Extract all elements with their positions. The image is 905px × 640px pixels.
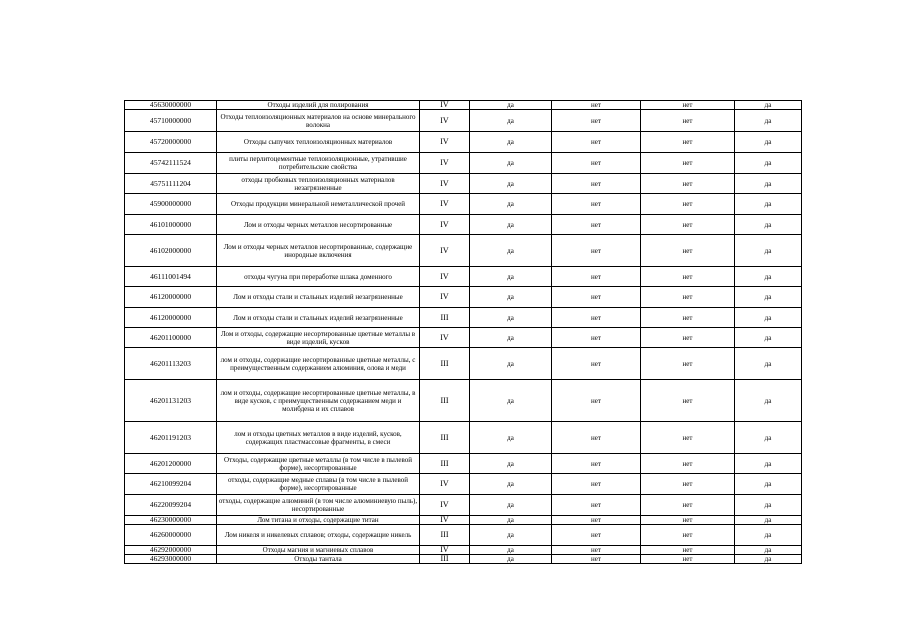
waste-name-cell: лом и отходы цветных металлов в виде изделий, кусков, содержащих пластмассовые фрагменты, в смеси <box>217 422 420 454</box>
col5-value-cell: нет <box>552 516 641 525</box>
table-row <box>125 153 802 174</box>
waste-name-cell: Лом и отходы стали и стальных изделий незагрязненные <box>217 308 420 328</box>
col4-value-cell: да <box>470 328 552 348</box>
hazard-class-cell: III <box>420 454 470 474</box>
col6-value-cell: нет <box>641 308 735 328</box>
col4-value-cell: да <box>470 215 552 235</box>
hazard-class-cell: IV <box>420 516 470 525</box>
col6-value-cell: нет <box>641 422 735 454</box>
waste-name-cell: отходы пробковых теплоизоляционных материалов незагрязненные <box>217 174 420 194</box>
col4-value-cell: да <box>470 555 552 564</box>
col6-value-cell: нет <box>641 194 735 215</box>
waste-name-cell: Лом и отходы стали и стальных изделий незагрязненные <box>217 287 420 308</box>
col5-value-cell: нет <box>552 101 641 110</box>
hazard-class-cell: III <box>420 348 470 380</box>
col4-value-cell: да <box>470 516 552 525</box>
col5-value-cell: нет <box>552 380 641 422</box>
table-row <box>125 267 802 287</box>
waste-code-cell: 46201100000 <box>125 328 217 348</box>
waste-code-cell: 46201191203 <box>125 422 217 454</box>
col4-value-cell: да <box>470 153 552 174</box>
col7-value-cell: да <box>735 174 802 194</box>
col6-value-cell: нет <box>641 153 735 174</box>
table-row <box>125 101 802 110</box>
hazard-class-cell: IV <box>420 495 470 516</box>
waste-code-cell: 46120000000 <box>125 308 217 328</box>
col4-value-cell: да <box>470 194 552 215</box>
waste-name-cell: Отходы тантала <box>217 555 420 564</box>
col7-value-cell: да <box>735 546 802 555</box>
table-row <box>125 495 802 516</box>
waste-name-cell: плиты перлитоцементные теплоизоляционные, утратившие потребительские свойства <box>217 153 420 174</box>
col5-value-cell: нет <box>552 328 641 348</box>
col7-value-cell: да <box>735 525 802 546</box>
col5-value-cell: нет <box>552 132 641 153</box>
table-row <box>125 555 802 564</box>
hazard-class-cell: IV <box>420 101 470 110</box>
waste-name-cell: Отходы теплоизоляционных материалов на основе минерального волокна <box>217 110 420 132</box>
col7-value-cell: да <box>735 308 802 328</box>
col7-value-cell: да <box>735 555 802 564</box>
col7-value-cell: да <box>735 132 802 153</box>
col4-value-cell: да <box>470 454 552 474</box>
hazard-class-cell: III <box>420 525 470 546</box>
waste-classification-table <box>124 100 802 564</box>
waste-code-cell: 46201200000 <box>125 454 217 474</box>
waste-code-cell: 46120000000 <box>125 287 217 308</box>
hazard-class-cell: IV <box>420 235 470 267</box>
hazard-class-cell: IV <box>420 267 470 287</box>
waste-code-cell: 45720000000 <box>125 132 217 153</box>
waste-code-cell: 45751111204 <box>125 174 217 194</box>
waste-name-cell: отходы, содержащие алюминий (в том числе алюминиевую пыль), несортированные <box>217 495 420 516</box>
col7-value-cell: да <box>735 110 802 132</box>
col4-value-cell: да <box>470 422 552 454</box>
col6-value-cell: нет <box>641 215 735 235</box>
col7-value-cell: да <box>735 101 802 110</box>
hazard-class-cell: III <box>420 422 470 454</box>
hazard-class-cell: III <box>420 380 470 422</box>
waste-name-cell: лом и отходы, содержащие несортированные цветные металлы, с преимущественным содержанием алюминия, олова и меди <box>217 348 420 380</box>
col4-value-cell: да <box>470 525 552 546</box>
waste-code-cell: 46101000000 <box>125 215 217 235</box>
col5-value-cell: нет <box>552 546 641 555</box>
col6-value-cell: нет <box>641 110 735 132</box>
hazard-class-cell: III <box>420 308 470 328</box>
hazard-class-cell: IV <box>420 546 470 555</box>
waste-name-cell: отходы, содержащие медные сплавы (в том числе в пылевой форме), несортированные <box>217 474 420 495</box>
table-row <box>125 546 802 555</box>
waste-name-cell: отходы чугуна при переработке шлака доменного <box>217 267 420 287</box>
col5-value-cell: нет <box>552 267 641 287</box>
table-row <box>125 454 802 474</box>
col6-value-cell: нет <box>641 174 735 194</box>
col7-value-cell: да <box>735 215 802 235</box>
waste-code-cell: 46292000000 <box>125 546 217 555</box>
hazard-class-cell: IV <box>420 215 470 235</box>
col4-value-cell: да <box>470 474 552 495</box>
col4-value-cell: да <box>470 495 552 516</box>
waste-code-cell: 46260000000 <box>125 525 217 546</box>
table-row <box>125 380 802 422</box>
col6-value-cell: нет <box>641 380 735 422</box>
col5-value-cell: нет <box>552 110 641 132</box>
table-row <box>125 525 802 546</box>
table-row <box>125 287 802 308</box>
table-row <box>125 422 802 454</box>
col6-value-cell: нет <box>641 525 735 546</box>
table-row <box>125 132 802 153</box>
waste-code-cell: 45900000000 <box>125 194 217 215</box>
waste-code-cell: 46293000000 <box>125 555 217 564</box>
table-row <box>125 215 802 235</box>
col7-value-cell: да <box>735 516 802 525</box>
waste-code-cell: 45742111524 <box>125 153 217 174</box>
col5-value-cell: нет <box>552 287 641 308</box>
hazard-class-cell: IV <box>420 174 470 194</box>
col7-value-cell: да <box>735 454 802 474</box>
table-row <box>125 474 802 495</box>
col4-value-cell: да <box>470 348 552 380</box>
col4-value-cell: да <box>470 267 552 287</box>
col6-value-cell: нет <box>641 287 735 308</box>
col6-value-cell: нет <box>641 516 735 525</box>
waste-name-cell: Отходы, содержащие цветные металлы (в том числе в пылевой форме), несортированные <box>217 454 420 474</box>
col5-value-cell: нет <box>552 215 641 235</box>
hazard-class-cell: IV <box>420 132 470 153</box>
waste-code-cell: 45630000000 <box>125 101 217 110</box>
waste-code-cell: 46230000000 <box>125 516 217 525</box>
col5-value-cell: нет <box>552 174 641 194</box>
col7-value-cell: да <box>735 235 802 267</box>
col5-value-cell: нет <box>552 525 641 546</box>
col7-value-cell: да <box>735 474 802 495</box>
hazard-class-cell: IV <box>420 287 470 308</box>
hazard-class-cell: IV <box>420 474 470 495</box>
waste-code-cell: 46111001494 <box>125 267 217 287</box>
col5-value-cell: нет <box>552 555 641 564</box>
col5-value-cell: нет <box>552 474 641 495</box>
waste-name-cell: Лом титана и отходы, содержащие титан <box>217 516 420 525</box>
hazard-class-cell: III <box>420 555 470 564</box>
col7-value-cell: да <box>735 153 802 174</box>
waste-code-cell: 46210099204 <box>125 474 217 495</box>
col4-value-cell: да <box>470 132 552 153</box>
col5-value-cell: нет <box>552 422 641 454</box>
col6-value-cell: нет <box>641 555 735 564</box>
waste-name-cell: Отходы сыпучих теплоизоляционных материалов <box>217 132 420 153</box>
waste-name-cell: Лом и отходы черных металлов несортированные <box>217 215 420 235</box>
hazard-class-cell: IV <box>420 194 470 215</box>
col4-value-cell: да <box>470 546 552 555</box>
col6-value-cell: нет <box>641 495 735 516</box>
col6-value-cell: нет <box>641 132 735 153</box>
col6-value-cell: нет <box>641 546 735 555</box>
col6-value-cell: нет <box>641 454 735 474</box>
col6-value-cell: нет <box>641 348 735 380</box>
col5-value-cell: нет <box>552 454 641 474</box>
col7-value-cell: да <box>735 328 802 348</box>
table-body <box>125 101 802 564</box>
col6-value-cell: нет <box>641 474 735 495</box>
col6-value-cell: нет <box>641 267 735 287</box>
col7-value-cell: да <box>735 495 802 516</box>
col7-value-cell: да <box>735 194 802 215</box>
table-row <box>125 348 802 380</box>
table-row <box>125 516 802 525</box>
table-row <box>125 308 802 328</box>
col6-value-cell: нет <box>641 235 735 267</box>
waste-name-cell: Лом и отходы черных металлов несортированные, содержащие инородные включения <box>217 235 420 267</box>
col4-value-cell: да <box>470 174 552 194</box>
col4-value-cell: да <box>470 101 552 110</box>
waste-code-cell: 46220099204 <box>125 495 217 516</box>
table-row <box>125 194 802 215</box>
col5-value-cell: нет <box>552 348 641 380</box>
waste-name-cell: Лом никеля и никелевых сплавов; отходы, содержащие никель <box>217 525 420 546</box>
col7-value-cell: да <box>735 267 802 287</box>
hazard-class-cell: IV <box>420 328 470 348</box>
waste-name-cell: лом и отходы, содержащие несортированные цветные металлы, в виде кусков, с преимущественным содержанием меди и молибдена и их сплавов <box>217 380 420 422</box>
col5-value-cell: нет <box>552 194 641 215</box>
col7-value-cell: да <box>735 380 802 422</box>
col7-value-cell: да <box>735 287 802 308</box>
col6-value-cell: нет <box>641 101 735 110</box>
col7-value-cell: да <box>735 348 802 380</box>
col4-value-cell: да <box>470 287 552 308</box>
table-row <box>125 328 802 348</box>
col5-value-cell: нет <box>552 308 641 328</box>
hazard-class-cell: IV <box>420 110 470 132</box>
table-row <box>125 110 802 132</box>
waste-code-cell: 46201113203 <box>125 348 217 380</box>
col5-value-cell: нет <box>552 153 641 174</box>
table-row <box>125 174 802 194</box>
col6-value-cell: нет <box>641 328 735 348</box>
waste-name-cell: Отходы магния и магниевых сплавов <box>217 546 420 555</box>
waste-name-cell: Лом и отходы, содержащие несортированные цветные металлы в виде изделий, кусков <box>217 328 420 348</box>
col4-value-cell: да <box>470 110 552 132</box>
col4-value-cell: да <box>470 235 552 267</box>
col7-value-cell: да <box>735 422 802 454</box>
hazard-class-cell: IV <box>420 153 470 174</box>
waste-name-cell: Отходы продукции минеральной неметаллической прочей <box>217 194 420 215</box>
table-row <box>125 235 802 267</box>
waste-code-cell: 46201131203 <box>125 380 217 422</box>
col5-value-cell: нет <box>552 495 641 516</box>
waste-name-cell: Отходы изделий для полирования <box>217 101 420 110</box>
col4-value-cell: да <box>470 308 552 328</box>
col5-value-cell: нет <box>552 235 641 267</box>
waste-code-cell: 45710000000 <box>125 110 217 132</box>
col4-value-cell: да <box>470 380 552 422</box>
waste-code-cell: 46102000000 <box>125 235 217 267</box>
